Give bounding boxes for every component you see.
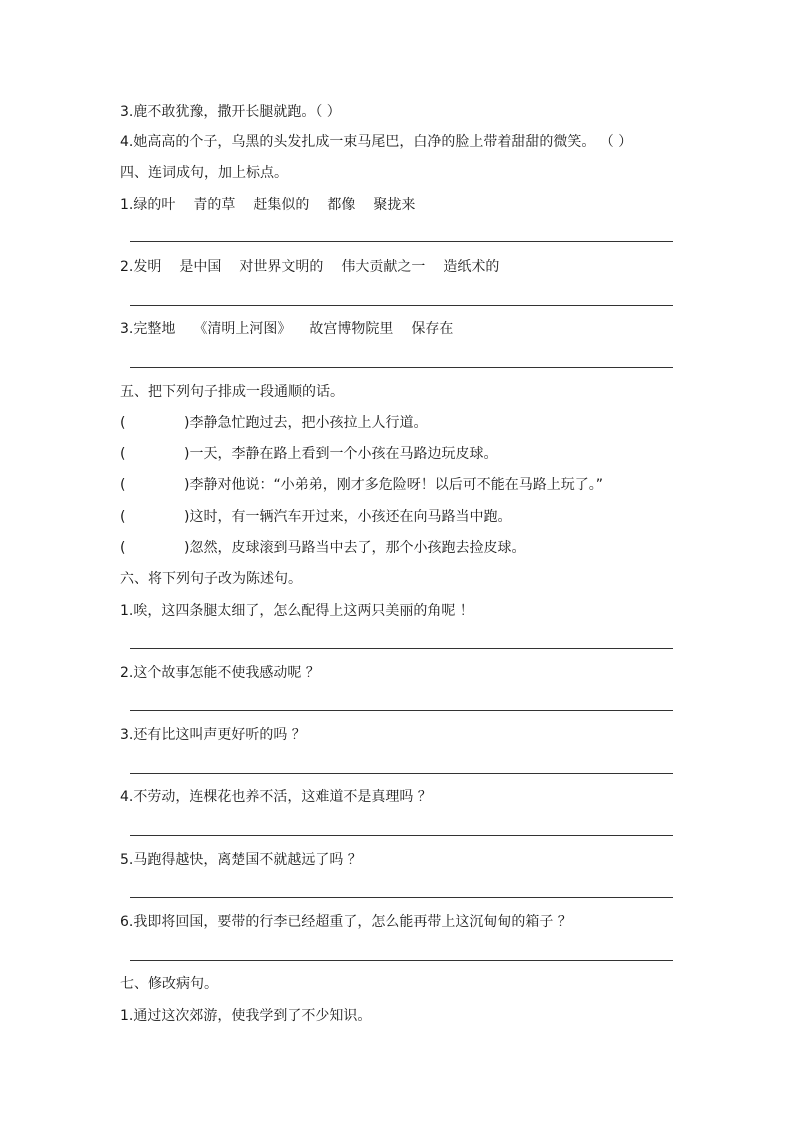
word: 发明 [133, 259, 162, 275]
word: 都像 [327, 197, 356, 213]
order-item: ( )一天，李静在路上看到一个小孩在马路边玩皮球。 [120, 446, 498, 462]
word: 聚拢来 [373, 197, 416, 213]
sec6-q1: 1.唉，这四条腿太细了，怎么配得上这两只美丽的角呢 ！ [120, 603, 474, 619]
order-blank[interactable]: ( [120, 477, 126, 493]
word: 青的草 [193, 197, 236, 213]
word: 绿的叶 [133, 197, 176, 213]
answer-line[interactable] [130, 710, 673, 711]
sec6-q2: 2.这个故事怎能不使我感动呢 ？ [120, 665, 320, 681]
answer-line[interactable] [130, 367, 673, 368]
sec4-q1 [120, 196, 415, 214]
sec6-q3: 3.还有比这叫声更好听的吗 ？ [120, 727, 306, 743]
order-item: ( )忽然，皮球滚到马路当中去了，那个小孩跑去捡皮球。 [120, 540, 526, 556]
order-item: ( )这时，有一辆汽车开过来，小孩还在向马路当中跑。 [120, 509, 512, 525]
order-blank[interactable]: ( [120, 415, 126, 431]
sec6-q6: 6.我即将回国，要带的行李已经超重了，怎么能再带上这沉甸甸的箱子 ？ [120, 914, 572, 930]
q-number: 2. [120, 259, 134, 275]
answer-line[interactable] [130, 241, 673, 242]
answer-line[interactable] [130, 897, 673, 898]
q-number: 1. [120, 197, 134, 213]
word: 完整地 [133, 321, 176, 337]
section-7-heading: 七、修改病句。 [120, 976, 218, 992]
word: 故宫博物院里 [309, 321, 394, 337]
word: 对世界文明的 [239, 259, 324, 275]
answer-line[interactable] [130, 835, 673, 836]
order-blank[interactable]: ( [120, 540, 126, 556]
sec4-q2 [120, 258, 499, 276]
section-4-heading: 四、连词成句，加上标点。 [120, 165, 288, 181]
word: 《清明上河图》 [193, 321, 292, 337]
answer-line[interactable] [130, 305, 673, 306]
word: 保存在 [411, 321, 454, 337]
answer-line[interactable] [130, 648, 673, 649]
item-3-4: 4.她高高的个子，乌黑的头发扎成一束马尾巴，白净的脸上带着甜甜的微笑。 （ ） [120, 134, 633, 150]
sec4-q3 [120, 320, 453, 338]
sec6-q5: 5.马跑得越快，离楚国不就越远了吗 ？ [120, 852, 362, 868]
word: 是中国 [179, 259, 222, 275]
order-item: ( )李静急忙跑过去，把小孩拉上人行道。 [120, 415, 428, 431]
sec6-q4: 4.不劳动，连棵花也养不活，这难道不是真理吗 ？ [120, 789, 432, 805]
order-item: ( )李静对他说：“小弟弟，刚才多危险呀！以后可不能在马路上玩了。” [120, 477, 603, 493]
section-5-heading: 五、把下列句子排成一段通顺的话。 [120, 384, 344, 400]
sec7-q1: 1.通过这次郊游，使我学到了不少知识。 [120, 1008, 372, 1024]
answer-line[interactable] [130, 960, 673, 961]
word: 造纸术的 [443, 259, 500, 275]
order-blank[interactable]: ( [120, 509, 126, 525]
answer-line[interactable] [130, 773, 673, 774]
item-3-3: 3.鹿不敢犹豫，撒开长腿就跑。（ ） [120, 104, 341, 120]
word: 赶集似的 [253, 197, 310, 213]
word: 伟大贡献之一 [341, 259, 426, 275]
section-6-heading: 六、将下列句子改为陈述句。 [120, 571, 302, 587]
order-blank[interactable]: ( [120, 446, 126, 462]
q-number: 3. [120, 321, 134, 337]
